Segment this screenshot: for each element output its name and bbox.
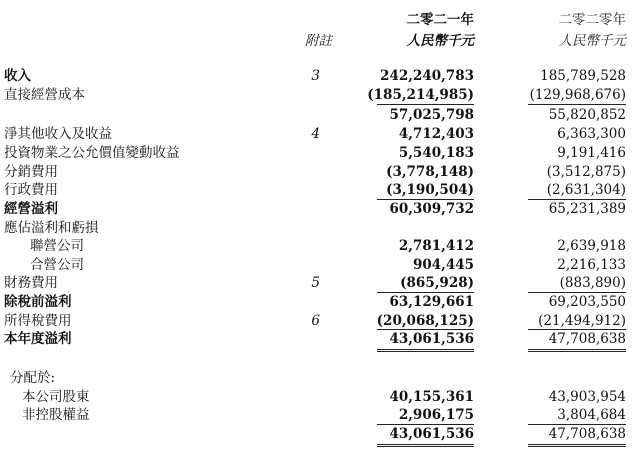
row-label: 分銷費用 [4, 164, 58, 180]
total-rule [528, 351, 626, 352]
previous-year-label: 二零二零年 [558, 12, 626, 28]
row-label: 應佔溢利和虧損 [4, 220, 99, 236]
row-current-value: (3,190,504) [386, 182, 474, 198]
table-row [0, 237, 640, 255]
row-previous-value: 47,708,638 [548, 331, 626, 347]
row-current-value: 43,061,536 [389, 426, 474, 442]
table-row [0, 181, 640, 199]
row-label: 除稅前溢利 [4, 294, 72, 310]
row-current-value: (3,778,148) [386, 164, 474, 180]
row-label: 直接經營成本 [4, 87, 85, 103]
table-row [0, 293, 640, 311]
row-current-value: 2,781,412 [398, 238, 474, 254]
row-current-value: (185,214,985) [367, 87, 474, 103]
row-label: 投資物業之公允價值變動收益 [4, 145, 180, 161]
row-previous-value: (883,890) [559, 275, 626, 291]
row-label: 財務費用 [4, 275, 58, 291]
table-row [0, 86, 640, 104]
total-rule [377, 444, 474, 445]
table-row [0, 163, 640, 181]
notes-column-header: 附註 [305, 33, 332, 49]
current-year-header [358, 10, 474, 52]
row-previous-value: (129,968,676) [529, 87, 626, 103]
attribution-title: 分配於: [10, 370, 56, 386]
row-current-value: (20,068,125) [376, 313, 474, 329]
subtotal-rule [528, 104, 626, 105]
row-label: 行政費用 [4, 182, 58, 198]
row-label: 合營公司 [30, 257, 84, 273]
row-label: 所得稅費用 [4, 313, 72, 329]
row-previous-value: 185,789,528 [540, 68, 626, 84]
table-row [0, 219, 640, 237]
row-note: 5 [311, 275, 320, 291]
row-label: 淨其他收入及收益 [4, 126, 112, 142]
row-previous-value: 65,231,389 [548, 201, 626, 217]
row-note: 4 [311, 126, 320, 142]
row-note: 6 [311, 313, 320, 329]
row-previous-value: 43,903,954 [548, 389, 626, 405]
row-current-value: 60,309,732 [389, 201, 474, 217]
table-row [0, 200, 640, 218]
table-row [0, 425, 640, 443]
row-label: 經營溢利 [4, 201, 58, 217]
row-current-value: 904,445 [412, 257, 474, 273]
table-row [0, 67, 640, 85]
table-row [0, 256, 640, 274]
total-rule [528, 349, 626, 350]
attribution-heading-row [0, 369, 640, 387]
row-previous-value: 3,804,684 [557, 407, 626, 423]
row-label: 本公司股東 [22, 389, 90, 405]
table-row [0, 330, 640, 348]
row-previous-value: 2,216,133 [557, 257, 626, 273]
table-row [0, 406, 640, 424]
row-previous-value: (2,631,304) [546, 182, 626, 198]
row-label: 聯營公司 [30, 238, 84, 254]
row-note: 3 [311, 68, 320, 84]
current-year-unit: 人民幣千元 [406, 33, 474, 49]
row-previous-value: 2,639,918 [557, 238, 626, 254]
total-rule [377, 351, 474, 352]
row-previous-value: (21,494,912) [538, 313, 626, 329]
total-rule [377, 349, 474, 350]
subtotal-rule [377, 104, 474, 105]
row-label: 非控股權益 [22, 407, 90, 423]
row-current-value: 40,155,361 [389, 389, 474, 405]
previous-year-unit: 人民幣千元 [558, 33, 626, 49]
table-row [0, 388, 640, 406]
row-current-value: (865,928) [400, 275, 474, 291]
table-row [0, 312, 640, 330]
row-previous-value: 9,191,416 [557, 145, 626, 161]
row-label: 本年度溢利 [4, 331, 72, 347]
table-row [0, 125, 640, 143]
row-current-value: 63,129,661 [389, 294, 474, 310]
total-rule [528, 444, 626, 445]
row-current-value: 43,061,536 [389, 331, 474, 347]
total-rule [528, 446, 626, 447]
table-row [0, 274, 640, 292]
row-previous-value: (3,512,875) [546, 164, 626, 180]
table-row [0, 106, 640, 124]
current-year-label: 二零二一年 [406, 12, 474, 28]
total-rule [377, 446, 474, 447]
row-current-value: 2,906,175 [398, 407, 474, 423]
row-label: 收入 [4, 68, 31, 84]
row-current-value: 4,712,403 [398, 126, 474, 142]
previous-year-header [508, 10, 626, 52]
row-previous-value: 47,708,638 [548, 426, 626, 442]
row-current-value: 5,540,183 [398, 145, 474, 161]
row-current-value: 57,025,798 [389, 107, 474, 123]
row-current-value: 242,240,783 [380, 68, 474, 84]
table-row [0, 144, 640, 162]
row-previous-value: 6,363,300 [557, 126, 626, 142]
row-previous-value: 69,203,550 [548, 294, 626, 310]
row-previous-value: 55,820,852 [548, 107, 626, 123]
